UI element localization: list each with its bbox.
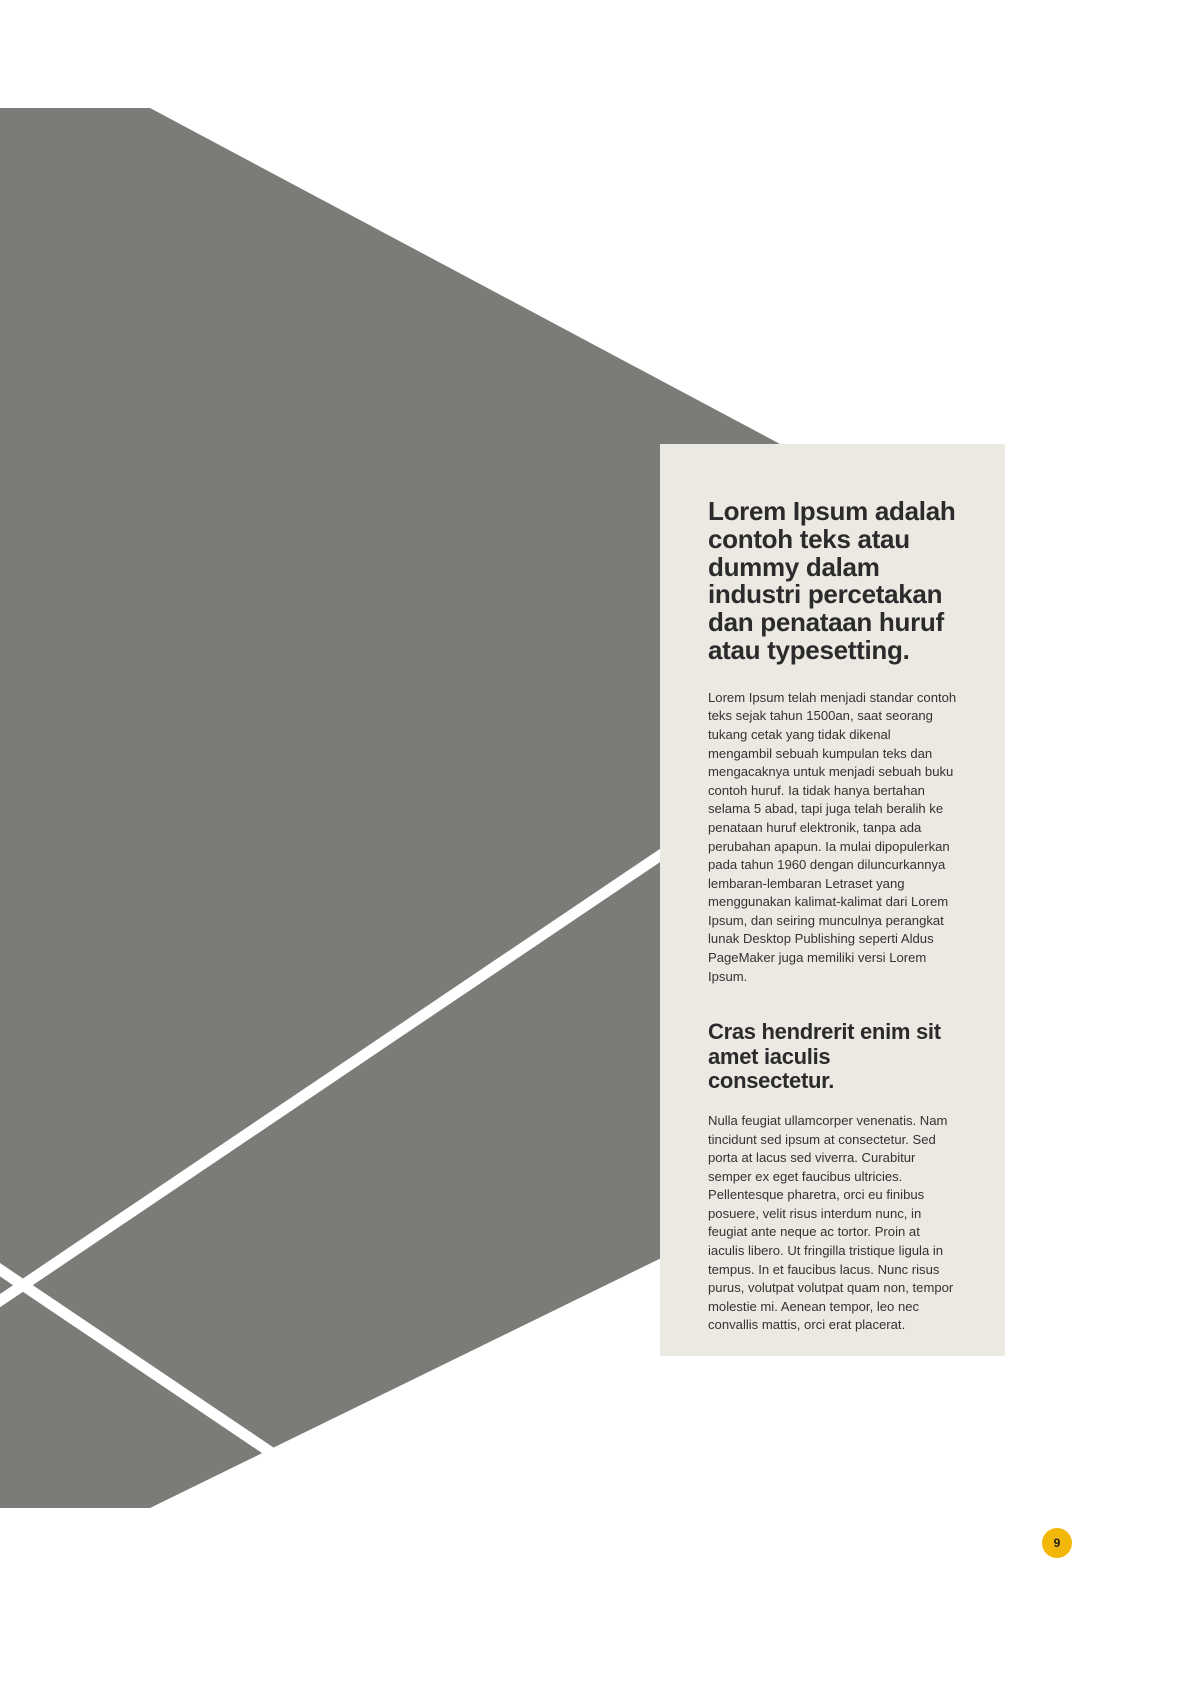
panel-paragraph-1: Lorem Ipsum telah menjadi standar contoh teks sejak tahun 1500an, saat seorang tukang cetak yang tidak dikenal mengambil sebuah kumpulan teks dan mengacaknya untuk menjadi sebuah buku contoh huruf. Ia tidak hanya bertahan selama 5 abad, tapi juga telah beralih ke penataan huruf elektronik, tanpa ada perubahan apapun. Ia mulai dipopulerkan pada tahun 1960 dengan diluncurkannya lembaran-lembaran Letraset yang menggunakan kalimat-kalimat dari Lorem Ipsum, dan seiring munculnya perangkat lunak Desktop Publishing seperti Aldus PageMaker juga memiliki versi Lorem Ipsum. — [708, 689, 957, 984]
panel-heading: Lorem Ipsum adalah contoh teks atau dummy dalam industri percetakan dan penataan huruf atau typesetting. — [708, 496, 956, 666]
text-panel — [660, 444, 1005, 1356]
panel-subheading: Cras hendrerit enim sit amet iaculis consectetur. — [708, 1019, 941, 1094]
page-number-badge: 9 — [1042, 1528, 1072, 1558]
panel-paragraph-2: Nulla feugiat ullamcorper venenatis. Nam tincidunt sed ipsum at consectetur. Sed porta at lacus sed viverra. Curabitur semper ex eget faucibus ultricies. Pellentesque pharetra, orci eu finibus posuere, velit risus interdum nunc, in feugiat ante neque ac tortor. Proin at iaculis libero. Ut fringilla tristique ligula in tempus. In et faucibus lacus. Nunc risus purus, volutpat volutpat quam non, tempor molestie mi. Aenean tempor, leo nec convallis mattis, orci erat placerat. — [708, 1113, 954, 1333]
